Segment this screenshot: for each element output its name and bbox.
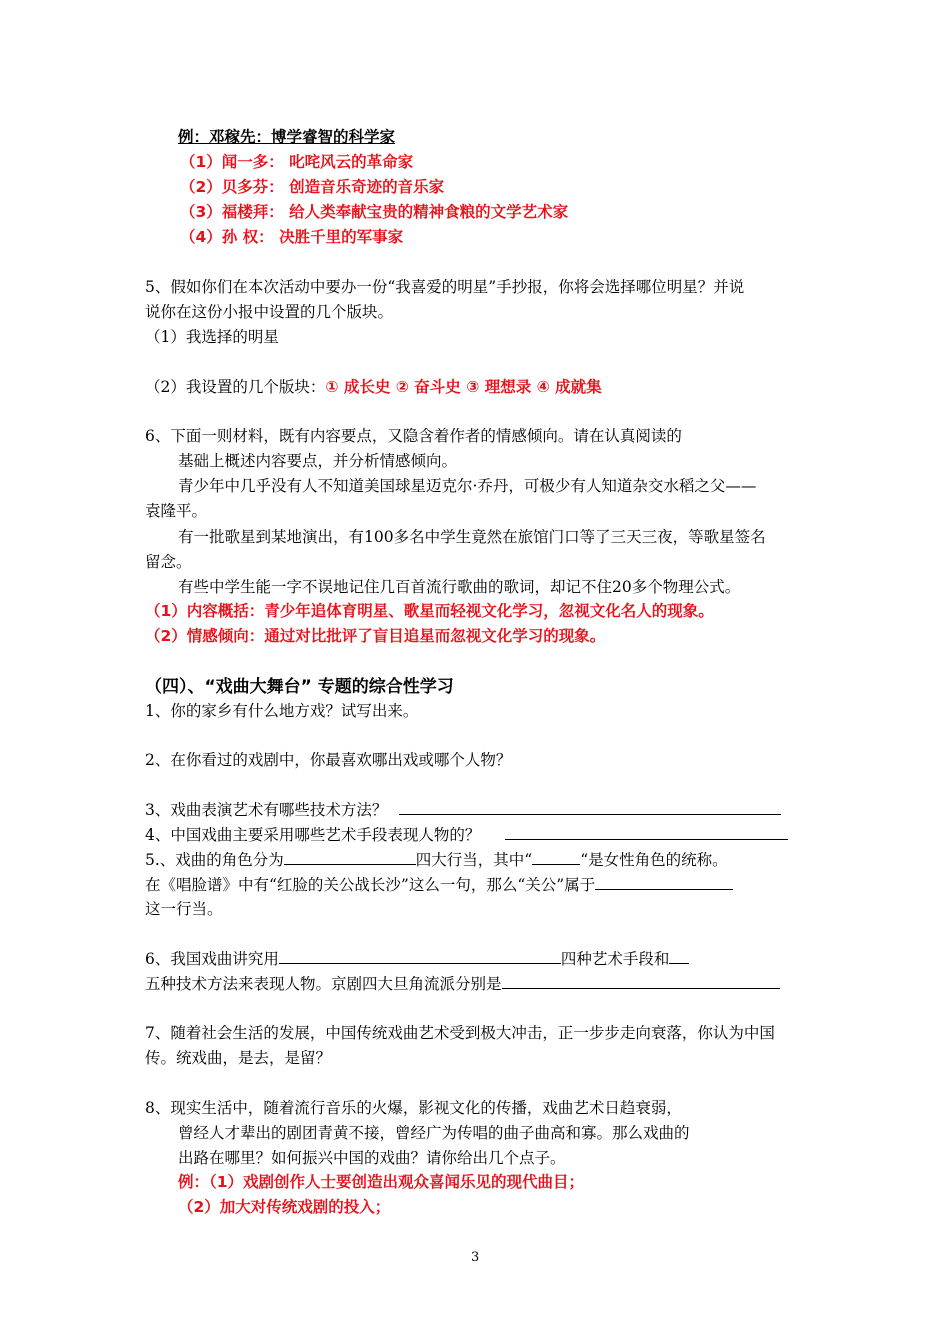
s4-q5-blank3[interactable]	[595, 873, 733, 890]
q6-para3: 有些中学生能一字不误地记住几百首流行歌曲的歌词，却记不住20多个物理公式。	[178, 578, 741, 596]
s4-q3-blank[interactable]	[399, 798, 781, 815]
s4-q6	[145, 947, 689, 970]
q6-para2-b: 留念。	[145, 553, 192, 571]
s4-q2: 2、在你看过的戏剧中，你最喜欢哪出戏或哪个人物？	[145, 751, 512, 769]
q5-line1: 5、假如你们在本次活动中要办一份“我喜爱的明星”手抄报，你将会选择哪位明星？并说	[145, 278, 745, 296]
q6-answer1: （1）内容概括：青少年追体育明星、歌星而轻视文化学习，忽视文化名人的现象。	[145, 602, 714, 620]
s4-q8-line1: 8、现实生活中，随着流行音乐的火爆，影视文化的传播，戏曲艺术日趋衰弱，	[145, 1099, 682, 1117]
s4-q5-b: 四大行当，其中“	[415, 851, 533, 869]
example-item-2: （2）贝多芬： 创造音乐奇迹的音乐家	[180, 178, 445, 196]
s4-q5-line2	[145, 873, 733, 896]
s4-q5-line3: 这一行当。	[145, 900, 223, 918]
s4-q6-blank2[interactable]	[669, 947, 689, 964]
s4-q6-blank1[interactable]	[279, 947, 561, 964]
s4-q6-a: 6、我国戏曲讲究用	[145, 950, 279, 968]
s4-q7-line2: 传。统戏曲，是去，是留？	[145, 1049, 332, 1067]
s4-q5-line2-a: 在《唱脸谱》中有“红脸的关公战长沙”这么一句，那么“关公”属于	[145, 876, 596, 894]
q5-sub1: （1）我选择的明星	[145, 328, 279, 346]
q6-para1-a: 青少年中几乎没有人不知道美国球星迈克尔·乔丹，可极少有人知道杂交水稻之父——	[178, 477, 757, 495]
s4-q5-c: “是女性角色的统称。	[580, 851, 728, 869]
s4-q1: 1、你的家乡有什么地方戏？试写出来。	[145, 702, 419, 720]
s4-q5-blank2[interactable]	[532, 848, 580, 865]
example-item-3: （3）福楼拜： 给人类奉献宝贵的精神食粮的文学艺术家	[180, 203, 569, 221]
page-number: 3	[471, 1250, 480, 1265]
example-header: 例：邓稼先：博学睿智的科学家	[178, 128, 396, 146]
s4-q6-blank3[interactable]	[502, 972, 780, 989]
example-item-4: （4）孙 权： 决胜千里的军事家	[180, 228, 404, 246]
q5-sub2-label: （2）我设置的几个版块：	[145, 378, 326, 396]
q5-line2: 说你在这份小报中设置的几个版块。	[145, 303, 394, 321]
q5-sub2-answer: ① 成长史 ② 奋斗史 ③ 理想录 ④ 成就集	[325, 378, 602, 396]
s4-q3-text: 3、戏曲表演艺术有哪些技术方法？	[145, 801, 388, 819]
s4-q6-line2-text: 五种技术方法来表现人物。京剧四大旦角流派分别是	[145, 975, 502, 993]
s4-q8-line2: 曾经人才辈出的剧团青黄不接，曾经广为传唱的曲子曲高和寡。那么戏曲的	[178, 1124, 690, 1142]
s4-q7-line1: 7、随着社会生活的发展，中国传统戏曲艺术受到极大冲击，正一步步走向衰落，你认为中国	[145, 1024, 775, 1042]
q6-para2-a: 有一批歌星到某地演出，有100多名中学生竟然在旅馆门口等了三天三夜，等歌星签名	[178, 528, 766, 546]
q6-para1-b: 袁隆平。	[145, 502, 208, 520]
s4-q3	[145, 798, 781, 821]
s4-q8-answer1: 例：（1）戏剧创作人士要创造出观众喜闻乐见的现代曲目；	[178, 1173, 585, 1191]
s4-q4-blank[interactable]	[505, 823, 788, 840]
s4-q5-blank1[interactable]	[284, 848, 416, 865]
s4-q5-a: 5.、戏曲的角色分为	[145, 851, 284, 869]
s4-q4-text: 4、中国戏曲主要采用哪些艺术手段表现人物的？	[145, 826, 481, 844]
section4-title: （四）、“戏曲大舞台” 专题的综合性学习	[145, 677, 454, 697]
s4-q8-line3: 出路在哪里？如何振兴中国的戏曲？请你给出几个点子。	[178, 1149, 566, 1167]
s4-q6-line2	[145, 972, 780, 995]
s4-q6-b: 四种艺术手段和	[560, 950, 670, 968]
q6-answer2: （2）情感倾向：通过对比批评了盲目追星而忽视文化学习的现象。	[145, 627, 606, 645]
q5-sub2	[145, 376, 602, 398]
s4-q8-answer2: （2）加大对传统戏剧的投入；	[178, 1198, 391, 1216]
s4-q4	[145, 823, 788, 846]
s4-q5	[145, 848, 728, 871]
q6-line1: 6、下面一则材料，既有内容要点，又隐含着作者的情感倾向。请在认真阅读的	[145, 427, 682, 445]
example-item-1: （1）闻一多： 叱咤风云的革命家	[180, 153, 414, 171]
q6-line2: 基础上概述内容要点，并分析情感倾向。	[178, 452, 458, 470]
